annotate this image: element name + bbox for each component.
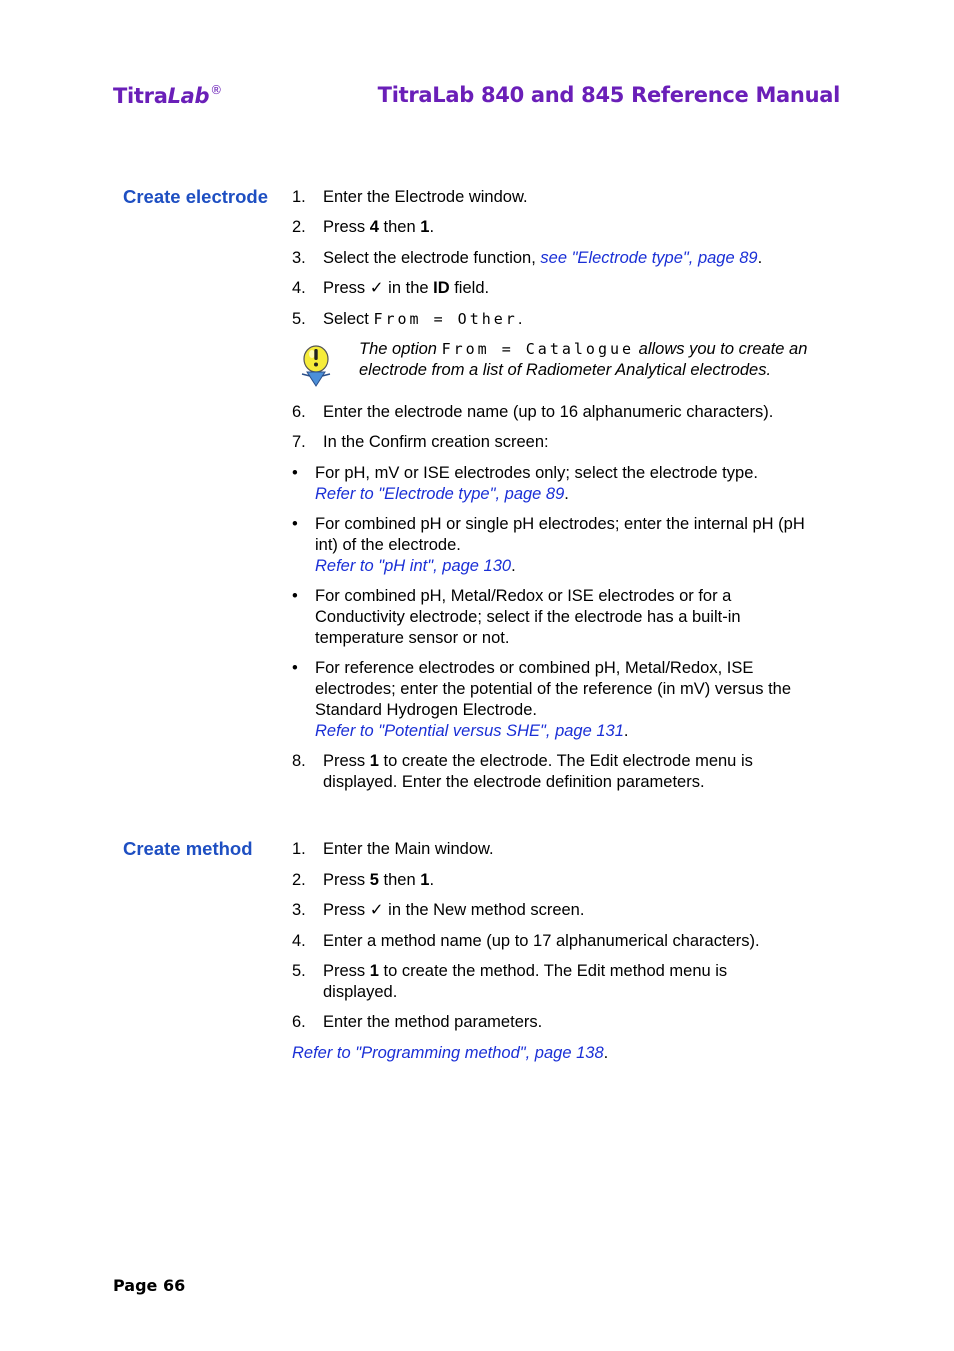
method-reference: Refer to "Programming method", page 138.: [292, 1044, 609, 1062]
page-number: Page 66: [113, 1276, 186, 1295]
potential-versus-she-link[interactable]: Refer to "Potential versus SHE", page 131: [315, 722, 624, 740]
create-electrode-heading: Create electrode: [123, 186, 268, 207]
checkmark-icon: ✓: [369, 901, 384, 919]
programming-method-link[interactable]: Refer to "Programming method", page 138: [292, 1044, 604, 1062]
create-method-heading: Create method: [123, 838, 253, 859]
checkmark-icon: ✓: [369, 279, 384, 297]
electrode-type-link[interactable]: see "Electrode type", page 89: [540, 249, 758, 267]
electrode-type-link[interactable]: Refer to "Electrode type", page 89: [315, 485, 565, 503]
brand-title: TitraLab®: [113, 83, 222, 108]
lightbulb-note-icon: [298, 342, 334, 390]
ph-int-link[interactable]: Refer to "pH int", page 130: [315, 557, 512, 575]
manual-title: TitraLab 840 and 845 Reference Manual: [377, 83, 840, 107]
note-text: The option From = Catalogue allows you to create an electrode from a list of Radiometer Analytical electrodes.: [359, 340, 808, 379]
